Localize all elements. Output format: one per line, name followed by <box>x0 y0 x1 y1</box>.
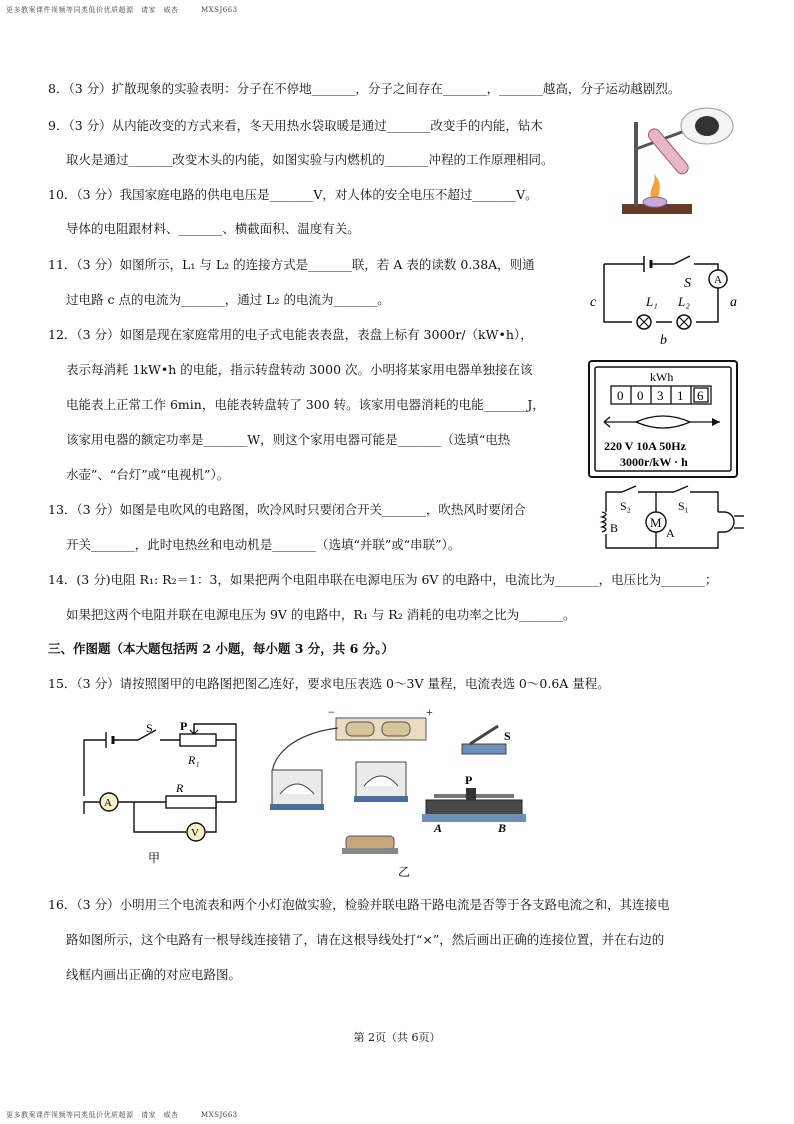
meter-spec: 220 V 10A 50Hz <box>604 439 686 453</box>
plug-icon <box>718 512 744 532</box>
question-12-line2: 表示每消耗 1kW•h 的电能，指示转盘转动 3000 次。小明将某家用电器单独接在该 <box>66 362 533 377</box>
switch-device <box>462 726 511 754</box>
question-11-line2: 过电路 c 点的电流为_______，通过 L₂ 的电流为_______。 <box>66 292 390 307</box>
question-13-line2: 开关_______，此时电热丝和电动机是_______（选填“并联”或“串联”）。 <box>66 537 461 552</box>
point-c-label: c <box>590 295 597 310</box>
resistor-device <box>342 836 398 854</box>
question-10-line1: 10．（3 分）我国家庭电路的供电电压是_______V，对人体的安全电压不超过_______V。 <box>48 187 538 202</box>
q11-circuit-figure <box>586 244 746 354</box>
r1-label: R₁ <box>188 753 200 767</box>
meter-digit-4: 1 <box>677 388 684 403</box>
page-number: 第 2页（共 6页） <box>353 1031 441 1044</box>
question-16-line3: 线框内画出正确的对应电路图。 <box>66 967 242 982</box>
question-12-line4: 该家用电器的额定功率是_______W，则这个家用电器可能是_______（选填“电热 <box>66 432 511 447</box>
switch-s2-label: S₂ <box>620 499 631 513</box>
l1-label: L₁ <box>646 294 658 309</box>
question-12-line1: 12．（3 分）如图是现在家庭常用的电子式电能表表盘，表盘上标有 3000r/（kW•h）， <box>48 327 533 342</box>
q12-energy-meter-figure <box>588 360 738 478</box>
meter-digit-1: 0 <box>617 388 624 403</box>
rheostat-device <box>422 773 526 835</box>
resistor-r-icon <box>166 796 216 808</box>
switch-label: S <box>146 721 153 735</box>
stand-pole <box>634 122 638 206</box>
q9-heating-experiment-figure <box>612 104 752 222</box>
meter-rate: 3000r/kW · h <box>620 455 688 469</box>
question-12-line5: 水壶”、“台灯”或“电视机”）。 <box>66 467 230 482</box>
figure-yi-caption: 乙 <box>398 865 411 879</box>
motor-a-label: A <box>666 526 675 540</box>
question-11-line1: 11．（3 分）如图所示，L₁ 与 L₂ 的连接方式是_______联，若 A 表的读数 0.38A，则通 <box>48 257 535 272</box>
terminal-b-label: B <box>498 821 507 835</box>
question-14-line1: 14．(3 分)电阻 R₁: R₂＝1：3，如果把两个电阻串联在电源电压为 6V 的电路中，电流比为_______，电压比为_______； <box>48 572 718 587</box>
ammeter-label: A <box>104 797 112 809</box>
question-16-line1: 16．（3 分）小明用三个电流表和两个小灯泡做实验，检验并联电路干路电流是否等于各支路电流之和，其连接电 <box>48 897 670 912</box>
voltmeter-label: V <box>191 827 199 839</box>
cork-stopper <box>695 116 719 136</box>
point-a-label: a <box>730 295 737 310</box>
meter-digit-5: 6 <box>697 388 704 403</box>
question-16-line2: 路如图所示，这个电路有一根导线连接错了，请在这根导线处打“×”，然后画出正确的连接位置，并在右边的 <box>66 932 665 947</box>
switch-label: S <box>684 276 691 291</box>
meter-digit-3: 3 <box>657 388 664 403</box>
question-8: 8．（3 分）扩散现象的实验表明：分子在不停地_______，分子之间存在_______，_______越高，分子运动越剧烈。 <box>48 81 681 96</box>
rheostat-r1-icon <box>180 734 216 746</box>
voltmeter-device <box>354 762 408 802</box>
terminal-a-label: A <box>434 821 443 835</box>
footer-watermark: 更多教案课件视频等同类低价优质超源 请家 威杏 MXSJ663 <box>6 1111 238 1119</box>
switch-s1-label: S₁ <box>678 499 689 513</box>
q15-components-yi <box>266 704 536 882</box>
question-9-line1: 9．（3 分）从内能改变的方式来看，冬天用热水袋取暖是通过_______改变手的内能，钻木 <box>48 118 543 133</box>
meter-digit-2: 0 <box>637 388 644 403</box>
ammeter-label: A <box>714 274 722 286</box>
question-15: 15．（3 分）请按照图甲的电路图把图乙连好，要求电压表选 0～3V 量程，电流表选 0～0.6A 量程。 <box>48 676 610 691</box>
l2-label: L₂ <box>678 294 690 309</box>
meter-unit: kWh <box>650 370 674 384</box>
switch-label: S <box>504 729 511 743</box>
alcohol-lamp <box>643 197 667 207</box>
point-b-label: b <box>660 333 667 348</box>
r-label: R <box>176 781 184 795</box>
q13-hair-dryer-circuit-figure <box>594 484 746 556</box>
header-watermark: 更多教案课件视频等同类低价优质超源 请家 威杏 MXSJ663 <box>6 6 238 14</box>
heater-b-label: B <box>610 521 619 535</box>
question-14-line2: 如果把这两个电阻并联在电源电压为 9V 的电路中，R₁ 与 R₂ 消耗的电功率之比为_______。 <box>66 607 576 622</box>
battery-pack <box>328 705 433 740</box>
section-3-title: 三、作图题（本大题包括两 2 小题，每小题 3 分，共 6 分。） <box>48 641 394 656</box>
figure-jia-caption: 甲 <box>148 851 161 865</box>
slider-p-label: P <box>465 773 473 787</box>
question-10-line2: 导体的电阻跟材料、_______、横截面积、温度有关。 <box>66 221 360 236</box>
q15-circuit-diagram-jia <box>76 718 246 868</box>
ammeter-device <box>270 770 324 810</box>
question-12-line3: 电能表上正常工作 6min，电能表转盘转了 300 转。该家用电器消耗的电能_______J， <box>66 397 545 412</box>
motor-label: M <box>650 515 662 530</box>
flame-icon <box>651 174 660 199</box>
question-9-line2: 取火是通过_______改变木头的内能，如图实验与内燃机的_______冲程的工作原理相同。 <box>66 152 554 167</box>
battery-minus: − <box>328 705 335 719</box>
slider-p-label: P <box>180 719 188 733</box>
battery-plus: + <box>426 705 433 719</box>
question-13-line1: 13．（3 分）如图是电吹风的电路图，吹冷风时只要闭合开关_______，吹热风时要闭合 <box>48 502 526 517</box>
